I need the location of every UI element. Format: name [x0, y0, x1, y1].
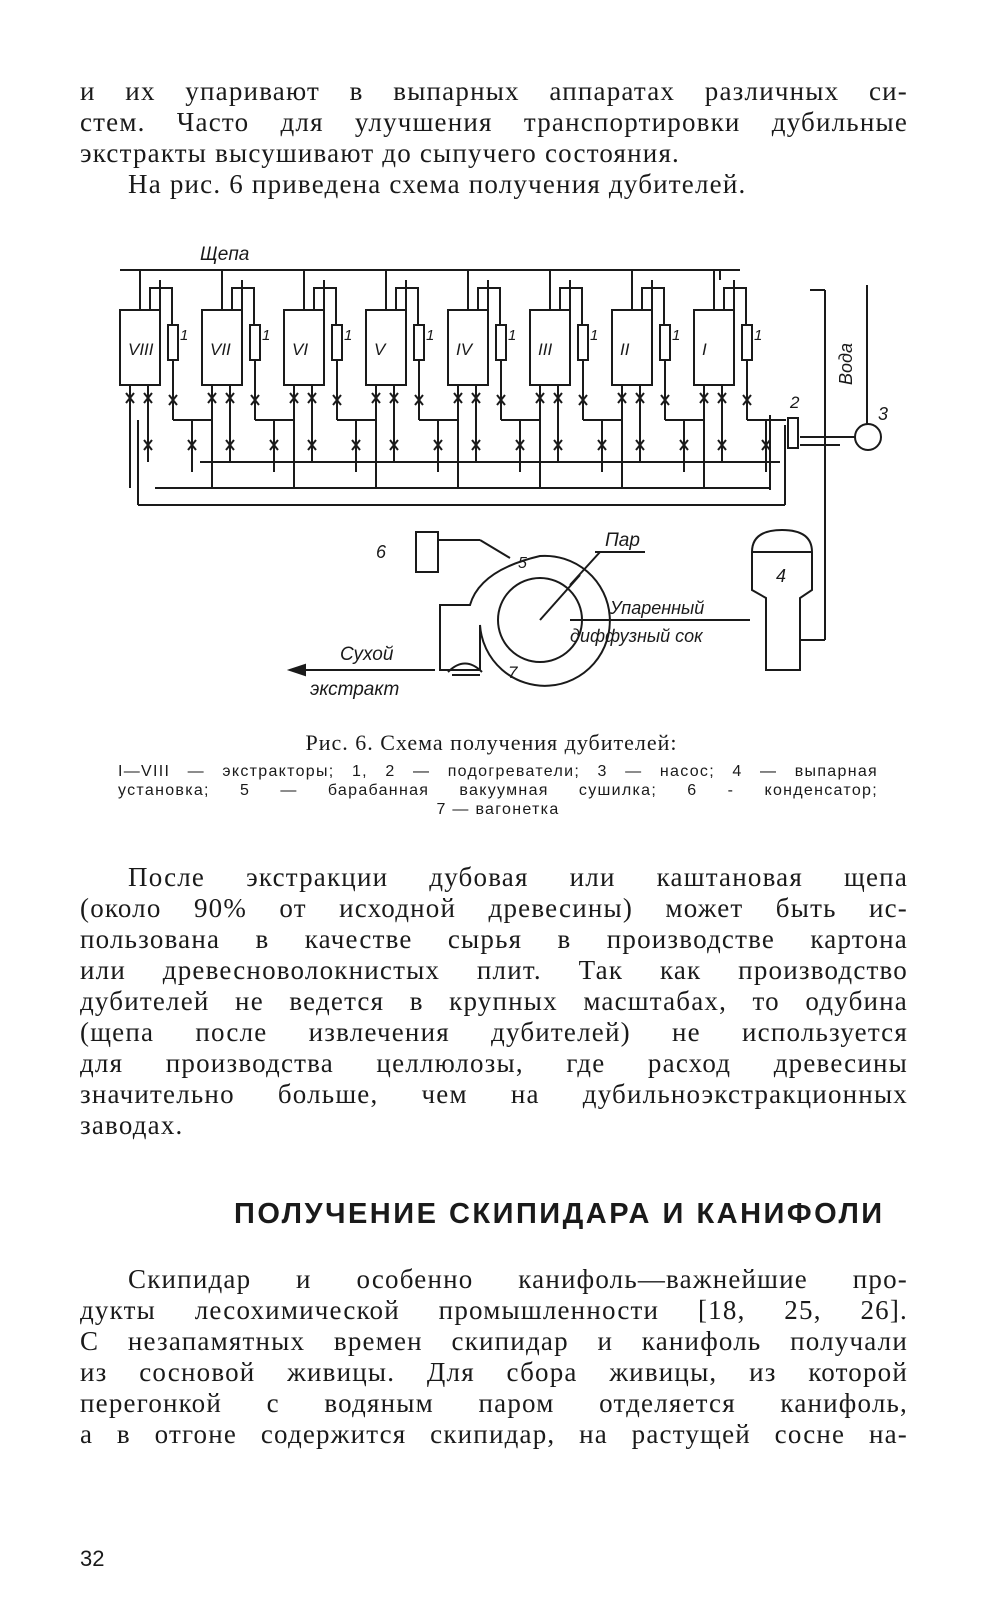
- extractor-label: I: [702, 340, 707, 359]
- text-line: дукты лесохимической промышленности [18, 25, 26].: [80, 1295, 908, 1325]
- label-evaporated: Упаренный: [610, 598, 705, 618]
- label-7: 7: [508, 663, 518, 682]
- heater-1: [742, 325, 752, 360]
- paragraph-turpentine: [80, 1264, 908, 1450]
- extractor-label: VIII: [128, 340, 154, 359]
- extractor-label: VI: [292, 340, 309, 359]
- condenser-6: [416, 532, 438, 572]
- heater-1: [578, 325, 588, 360]
- extractor-label: V: [374, 340, 386, 359]
- heater-label: 1: [426, 327, 435, 344]
- heater-2: [788, 418, 798, 448]
- extractor-label: IV: [456, 340, 473, 359]
- label-5: 5: [518, 555, 527, 572]
- text-line: или древесноволокнистых плит. Так как производство: [80, 955, 908, 985]
- label-chips: Щепа: [200, 244, 250, 265]
- figure-caption-title: Рис. 6. Схема получения дубителей:: [305, 730, 678, 755]
- caption-line: 7 — вагонетка: [436, 801, 560, 818]
- process-diagram: [100, 240, 920, 710]
- text-line: из сосновой живицы. Для сбора живицы, из которой: [80, 1357, 908, 1387]
- heater-1: [414, 325, 424, 360]
- text-line: (около 90% от исходной древесины) может быть ис-: [80, 893, 908, 923]
- label-extract: экстракт: [310, 679, 400, 700]
- text-line: дубителей не ведется в крупных масштабах, то одубина: [80, 986, 908, 1016]
- label-2: 2: [790, 393, 800, 412]
- label-diffusion-juice: диффузный сок: [570, 626, 703, 646]
- label-dry: Сухой: [340, 644, 394, 665]
- caption-line: установка; 5 — барабанная вакуумная сушилка; 6 - конденсатор;: [118, 782, 878, 799]
- heater-1: [250, 325, 260, 360]
- heater-label: 1: [262, 327, 271, 344]
- heater-label: 1: [590, 327, 599, 344]
- text-line: значительно больше, чем на дубильноэкстракционных: [80, 1079, 908, 1109]
- text-line: После экстракции дубовая или каштановая щепа: [128, 862, 908, 892]
- page-number: 32: [80, 1546, 105, 1571]
- extractor-box: [366, 310, 406, 385]
- text-line: (щепа после извлечения дубителей) не используется: [80, 1017, 908, 1047]
- heater-1: [168, 325, 178, 360]
- heater-label: 1: [344, 327, 353, 344]
- extractor-label: VII: [210, 340, 231, 359]
- paragraph-after-figure: [80, 862, 908, 1141]
- label-3: 3: [878, 404, 889, 424]
- intro-line: На рис. 6 приведена схема получения дубителей.: [128, 169, 747, 199]
- extractor-label: II: [620, 340, 630, 359]
- text-line: для производства целлюлозы, где расход древесины: [80, 1048, 908, 1078]
- text-line: перегонкой с водяным паром отделяется канифоль,: [80, 1388, 908, 1418]
- heater-1: [496, 325, 506, 360]
- section-heading: ПОЛУЧЕНИЕ СКИПИДАРА И КАНИФОЛИ: [234, 1198, 885, 1230]
- figure-caption-legend: [118, 762, 878, 819]
- pump-3: [855, 424, 881, 450]
- extractor-box: [694, 310, 734, 385]
- label-6: 6: [376, 542, 387, 562]
- heater-1: [332, 325, 342, 360]
- text-line: пользована в качестве сырья в производстве картона: [80, 924, 908, 954]
- label-steam: Пар: [605, 530, 640, 551]
- extractor-box: [612, 310, 652, 385]
- extractor-label: III: [538, 340, 553, 359]
- text-line: Скипидар и особенно канифоль—важнейшие про-: [128, 1264, 908, 1294]
- text-line: экстракты высушивают до сыпучего состояния.: [80, 138, 681, 168]
- heater-label: 1: [672, 327, 681, 344]
- label-4: 4: [776, 566, 787, 586]
- text-line: а в отгоне содержится скипидар, на растущей сосне на-: [80, 1419, 908, 1449]
- caption-line: I—VIII — экстракторы; 1, 2 — подогреватели; 3 — насос; 4 — выпарная: [118, 763, 878, 780]
- heater-1: [660, 325, 670, 360]
- text-line: С незапамятных времен скипидар и канифоль получали: [80, 1326, 908, 1356]
- text-line: заводах.: [80, 1110, 184, 1140]
- top-paragraph: [80, 76, 908, 200]
- heater-label: 1: [754, 327, 763, 344]
- text-line: и их упаривают в выпарных аппаратах различных си-: [80, 76, 908, 106]
- text-line: стем. Часто для улучшения транспортировки дубильные: [80, 107, 908, 137]
- heater-label: 1: [180, 327, 189, 344]
- heater-label: 1: [508, 327, 517, 344]
- extractor-group: [120, 270, 786, 488]
- label-water: Вода: [836, 343, 856, 385]
